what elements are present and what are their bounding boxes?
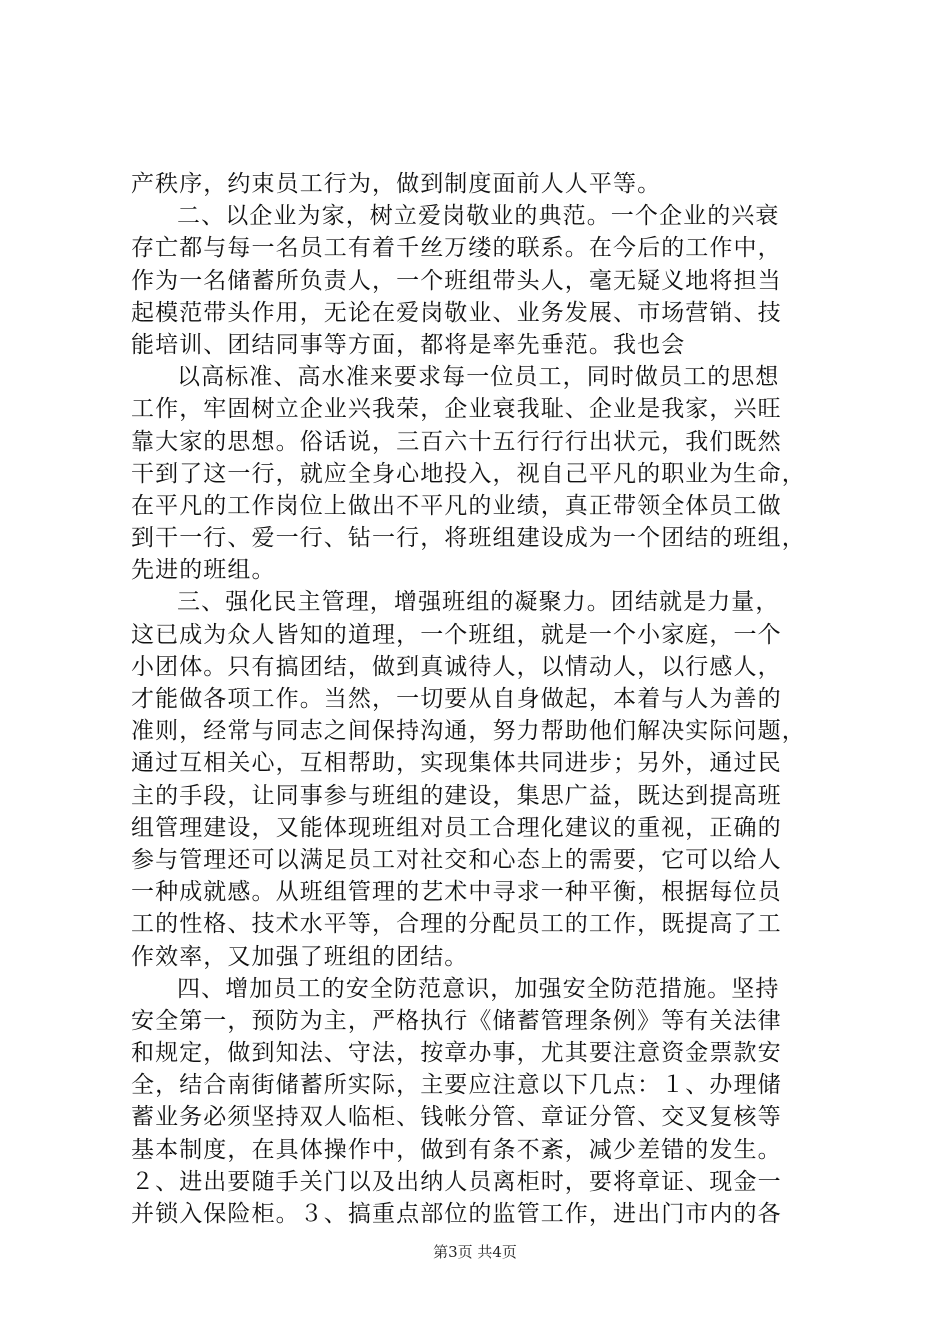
text-line: 三、强化民主管理，增强班组的凝聚力。团结就是力量， [177, 589, 780, 616]
text-line: 基本制度，在具体操作中，做到有条不紊，减少差错的发生。 [131, 1136, 782, 1163]
text-line: 通过互相关心，互相帮助，实现集体共同进步；另外，通过民 [131, 750, 782, 777]
text-line: ２、进出要随手关门以及出纳人员离柜时，要将章证、现金一 [131, 1168, 782, 1195]
text-line: 小团体。只有搞团结，做到真诚待人，以情动人，以行感人， [131, 653, 782, 680]
text-line: 存亡都与每一名员工有着千丝万缕的联系。在今后的工作中， [131, 235, 782, 262]
text-line: 和规定，做到知法、守法，按章办事，尤其要注意资金票款安 [131, 1040, 782, 1067]
text-line: 到干一行、爱一行、钻一行，将班组建设成为一个团结的班组， [131, 525, 806, 552]
text-line: 全，结合南街储蓄所实际，主要应注意以下几点：１、办理储 [131, 1072, 782, 1099]
text-line: 起模范带头作用，无论在爱岗敬业、业务发展、市场营销、技 [131, 299, 782, 326]
page-number-label: 第3页 共4页 [433, 1243, 517, 1261]
page-footer [0, 1242, 950, 1262]
text-line: 蓄业务必须坚持双人临柜、钱帐分管、章证分管、交叉复核等 [131, 1104, 782, 1131]
text-line: 并锁入保险柜。３、搞重点部位的监管工作，进出门市内的各 [131, 1201, 782, 1227]
text-line: 以高标准、高水准来要求每一位员工，同时做员工的思想 [177, 364, 780, 391]
text-line: 参与管理还可以满足员工对社交和心态上的需要，它可以给人 [131, 846, 782, 873]
text-line: 才能做各项工作。当然，一切要从自身做起，本着与人为善的 [131, 686, 782, 712]
text-line: 先进的班组。 [131, 557, 276, 584]
text-line: 组管理建设，又能体现班组对员工合理化建议的重视，正确的 [131, 814, 782, 841]
text-line: 主的手段，让同事参与班组的建设，集思广益，既达到提高班 [131, 782, 782, 809]
text-line: 干到了这一行，就应全身心地投入，视自己平凡的职业为生命， [131, 460, 806, 487]
document-body [131, 168, 831, 1230]
text-line: 这已成为众人皆知的道理，一个班组，就是一个小家庭，一个 [131, 621, 782, 648]
text-line: 靠大家的思想。俗话说，三百六十五行行行出状元，我们既然 [131, 428, 782, 455]
text-line: 工作，牢固树立企业兴我荣，企业衰我耻、企业是我家，兴旺 [131, 396, 782, 423]
text-line: 工的性格、技术水平等，合理的分配员工的工作，既提高了工 [131, 911, 782, 938]
text-line: 安全第一，预防为主，严格执行《储蓄管理条例》等有关法律 [131, 1007, 782, 1034]
text-line: 能培训、团结同事等方面，都将是率先垂范。我也会 [131, 331, 686, 358]
text-line: 二、以企业为家，树立爱岗敬业的典范。一个企业的兴衰 [177, 203, 780, 230]
text-line: 在平凡的工作岗位上做出不平凡的业绩，真正带领全体员工做 [131, 492, 782, 519]
text-line: 准则，经常与同志之间保持沟通，努力帮助他们解决实际问题， [131, 718, 806, 745]
text-line: 作为一名储蓄所负责人，一个班组带头人，毫无疑义地将担当 [131, 267, 782, 294]
text-line: 作效率，又加强了班组的团结。 [131, 943, 469, 970]
text-line: 四、增加员工的安全防范意识，加强安全防范措施。坚持 [177, 975, 780, 1002]
text-line: 一种成就感。从班组管理的艺术中寻求一种平衡，根据每位员 [131, 879, 782, 906]
text-line: 产秩序，约束员工行为，做到制度面前人人平等。 [131, 171, 662, 197]
